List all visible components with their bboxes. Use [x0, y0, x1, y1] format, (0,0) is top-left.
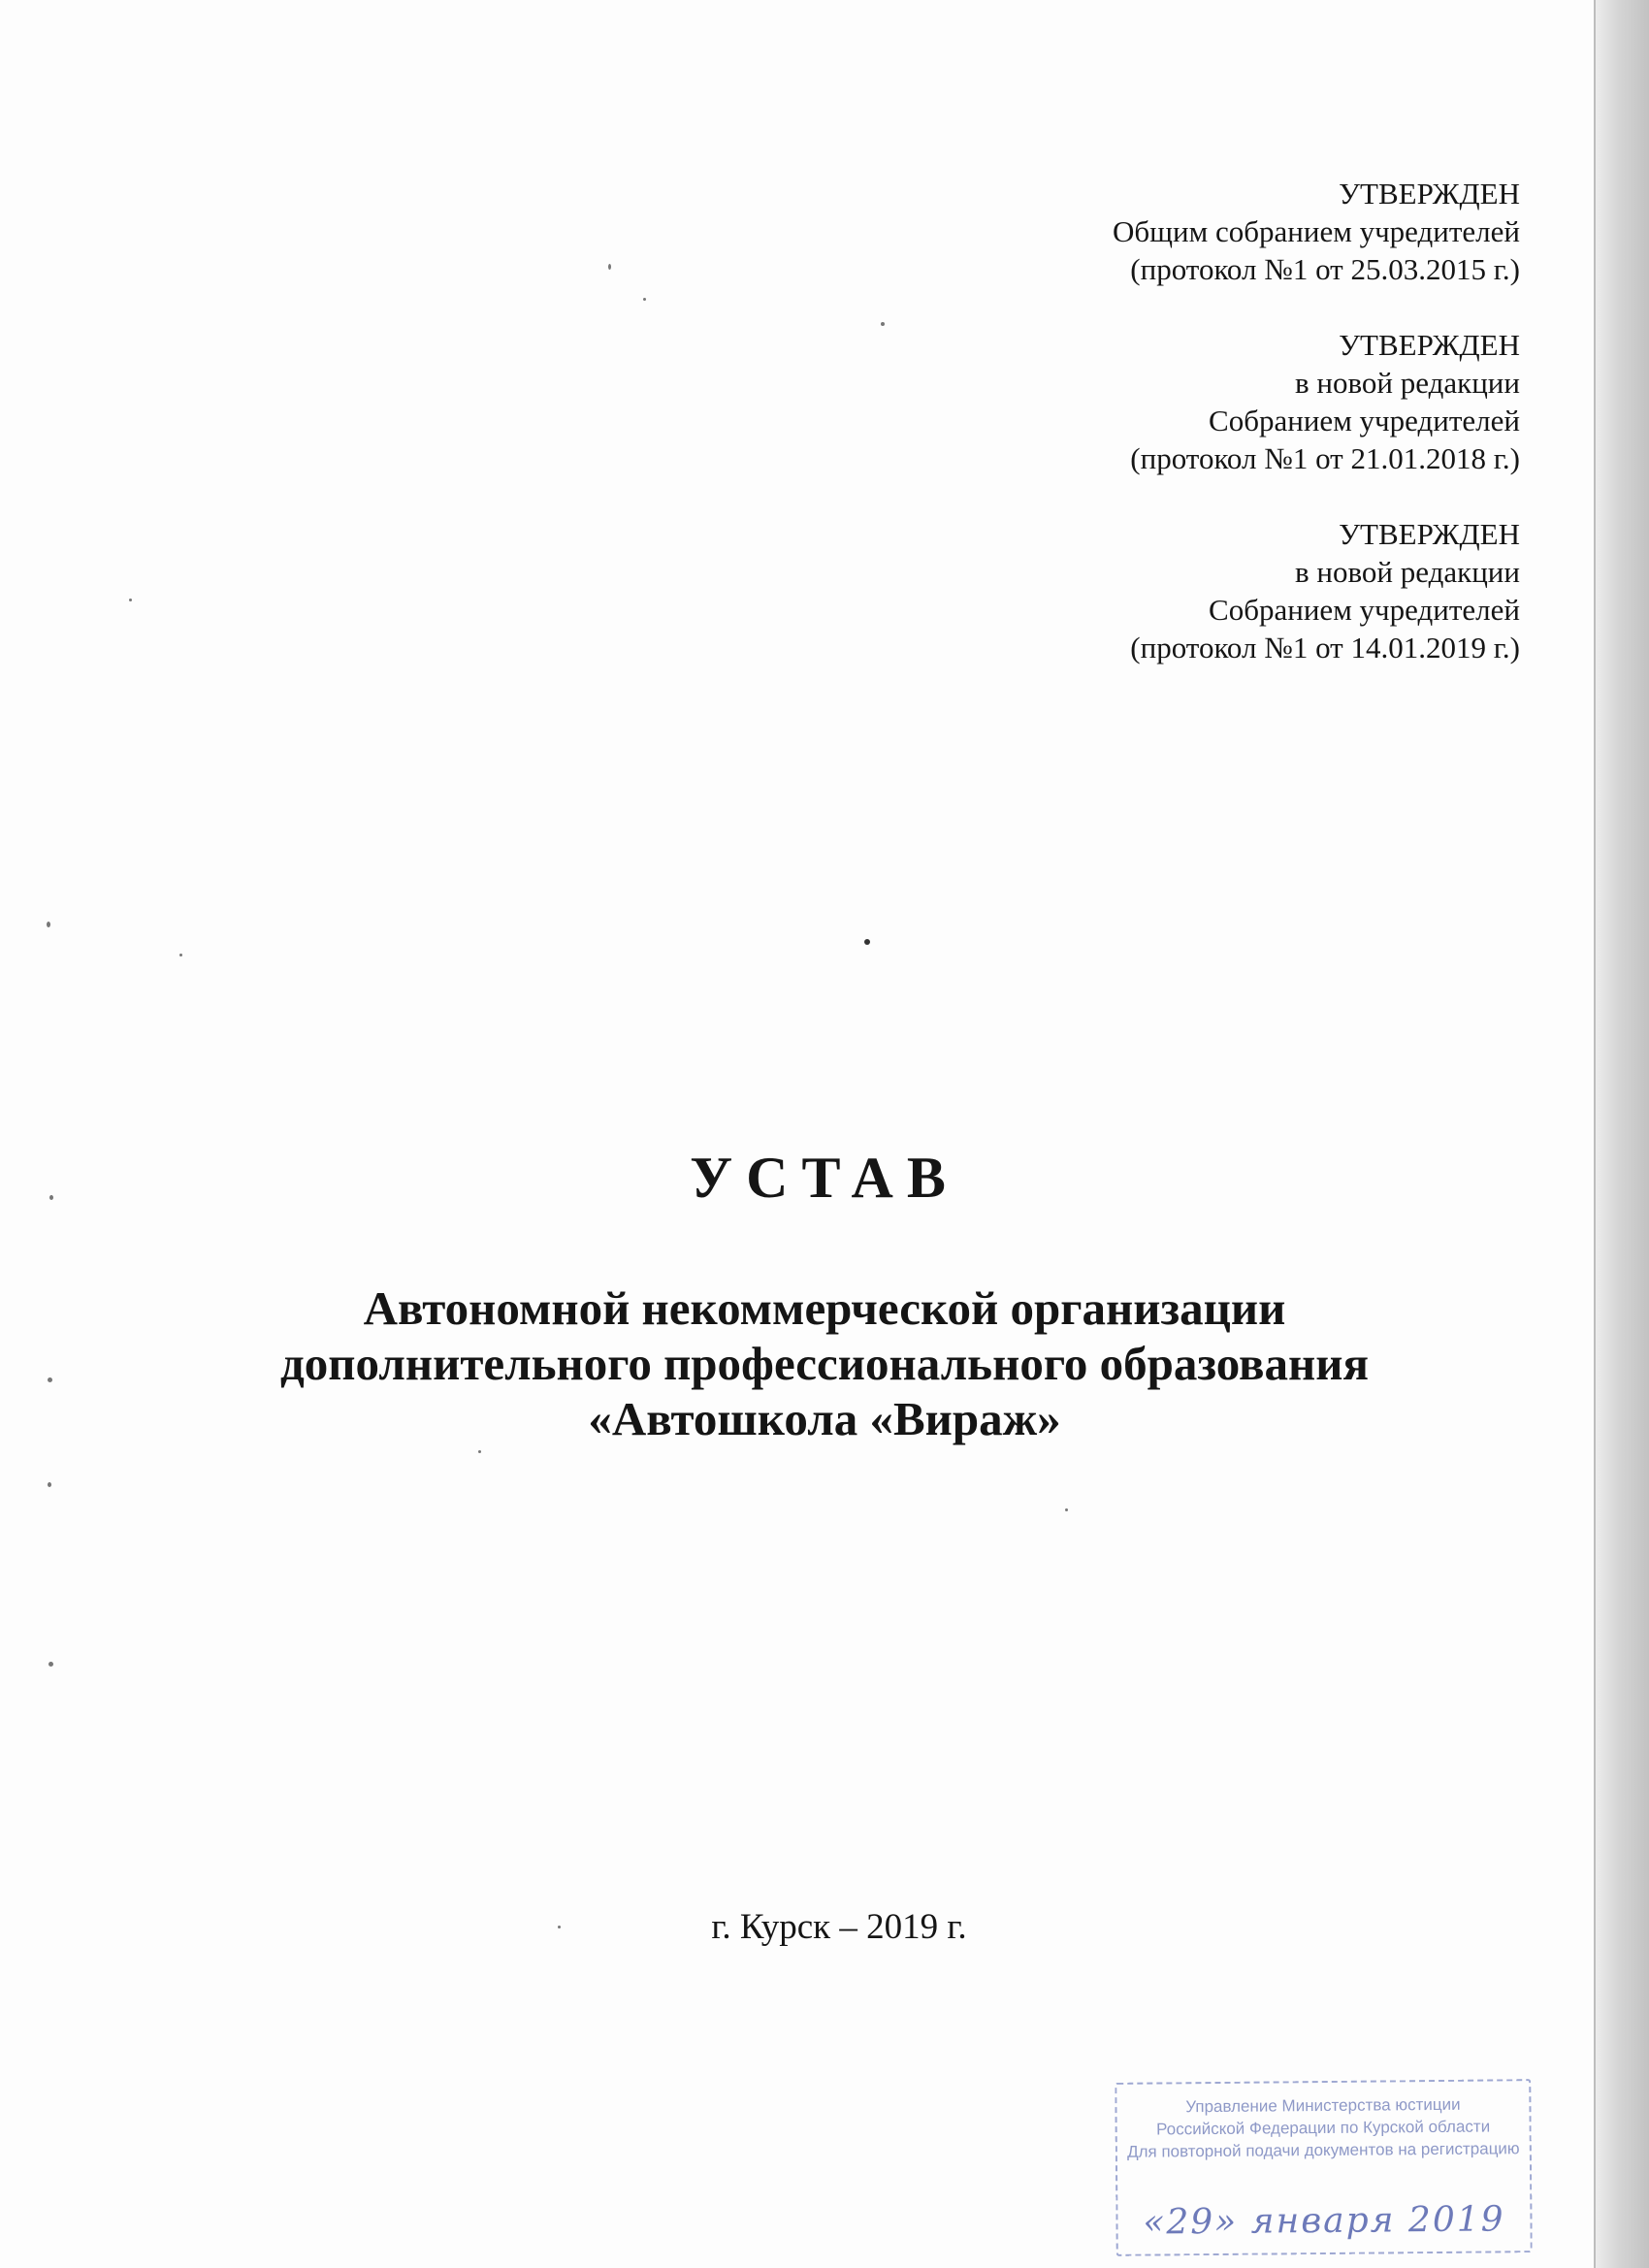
stamp-line: Российской Федерации по Курской области — [1156, 2117, 1491, 2139]
place-and-year: г. Курск – 2019 г. — [711, 1907, 967, 1947]
scan-speck — [48, 1377, 52, 1382]
approval-block-2019 — [647, 515, 1520, 666]
approval-protocol: (протокол №1 от 21.01.2018 г.) — [1130, 441, 1520, 475]
organization-name — [146, 1280, 1504, 1446]
approval-block-2015 — [647, 175, 1520, 288]
stamp-handwritten-date: «29» января 2019 — [1143, 2199, 1505, 2243]
scan-speck — [49, 1195, 53, 1200]
approval-protocol: (протокол №1 от 14.01.2019 г.) — [1130, 631, 1520, 664]
scan-speck — [558, 1926, 561, 1928]
scan-speck — [864, 939, 870, 945]
approval-body-line: в новой редакции — [1295, 366, 1520, 400]
organization-name-line: дополнительного профессионального образования — [280, 1337, 1369, 1390]
approval-heading: УТВЕРЖДЕН — [1339, 177, 1520, 211]
document-title: УСТАВ — [690, 1146, 959, 1210]
stamp-line: Для повторной подачи документов на регистрацию — [1126, 2139, 1520, 2161]
scan-speck — [179, 954, 182, 956]
approval-body-line: Общим собранием учредителей — [1112, 214, 1520, 248]
scan-speck — [48, 1662, 53, 1667]
approval-block-2018 — [647, 326, 1520, 477]
approval-blocks — [647, 175, 1520, 704]
stamp-text — [1116, 2081, 1530, 2163]
organization-name-line: «Автошкола «Вираж» — [588, 1392, 1061, 1445]
approval-body-line: Собранием учредителей — [1209, 593, 1520, 627]
scan-speck — [608, 264, 611, 270]
scan-speck — [643, 298, 646, 301]
approval-heading: УТВЕРЖДЕН — [1339, 517, 1520, 551]
scan-speck — [1065, 1508, 1068, 1511]
scan-speck — [478, 1450, 481, 1453]
organization-name-line: Автономной некоммерческой организации — [363, 1281, 1286, 1335]
approval-body-line: в новой редакции — [1295, 555, 1520, 589]
scan-speck — [129, 599, 132, 601]
approval-heading: УТВЕРЖДЕН — [1339, 328, 1520, 362]
scan-speck — [47, 922, 50, 927]
scan-speck — [48, 1482, 51, 1487]
approval-body-line: Собранием учредителей — [1209, 404, 1520, 437]
scan-speck — [881, 322, 885, 326]
registration-stamp — [1115, 2079, 1533, 2256]
stamp-line: Управление Министерства юстиции — [1185, 2094, 1461, 2117]
approval-protocol: (протокол №1 от 25.03.2015 г.) — [1130, 252, 1520, 286]
